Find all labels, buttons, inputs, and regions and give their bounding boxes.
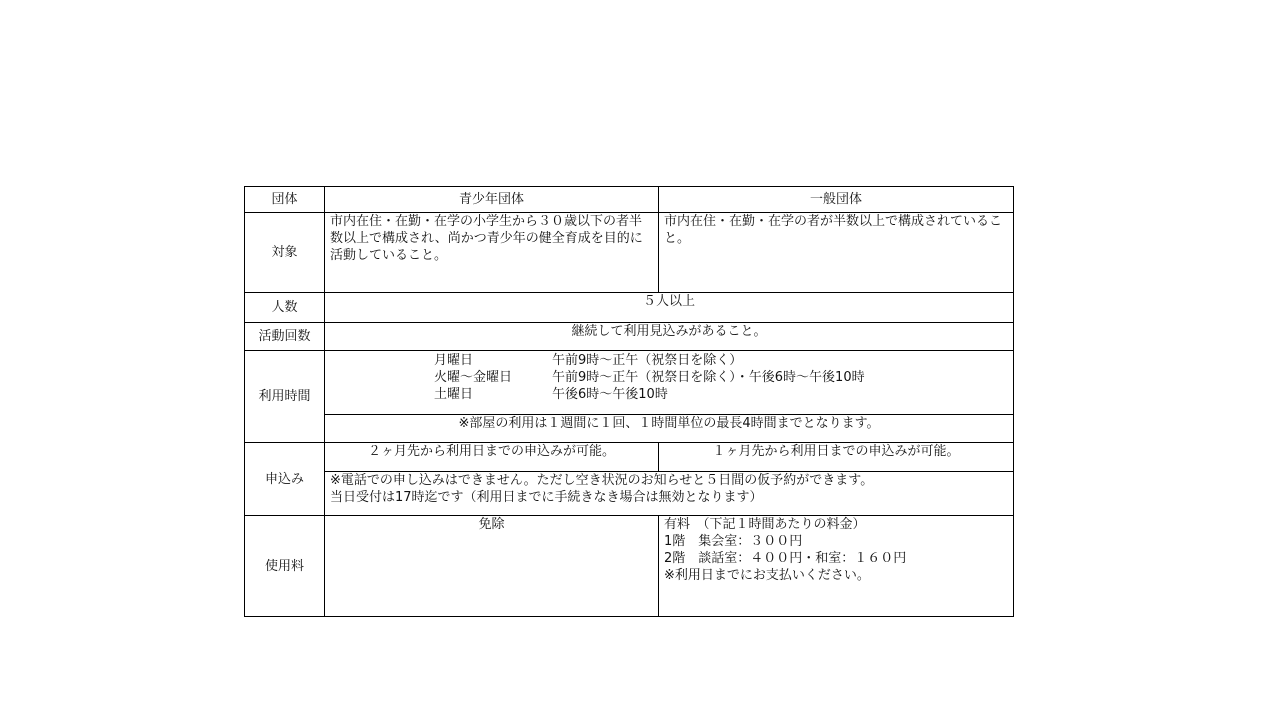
activity-row xyxy=(245,323,1014,351)
application-label: 申込み xyxy=(245,443,325,516)
fee-general-line: 2階 談話室：４００円・和室：１６０円 xyxy=(664,551,907,566)
usage-table-container xyxy=(244,186,1013,617)
application-note-row xyxy=(245,472,1014,516)
application-note-line: 当日受付は17時迄です（利用日までに手続きなき場合は無効となります） xyxy=(330,490,763,505)
target-row xyxy=(245,213,1014,293)
header-group-cell: 団体 xyxy=(245,187,325,213)
fee-general-cell xyxy=(659,516,1014,617)
activity-value: 継続して利用見込みがあること。 xyxy=(325,323,1014,351)
target-youth-cell xyxy=(325,213,659,293)
hours-time-saturday: 午後6時～午後10時 xyxy=(552,387,668,402)
fee-label: 使用料 xyxy=(245,516,325,617)
members-label: 人数 xyxy=(245,293,325,323)
hours-note: ※部屋の利用は１週間に１回、１時間単位の最長4時間までとなります。 xyxy=(325,415,1014,443)
hours-label: 利用時間 xyxy=(245,351,325,443)
hours-day-monday: 月曜日 xyxy=(434,353,474,368)
application-youth: ２ヶ月先から利用日までの申込みが可能。 xyxy=(325,443,659,472)
application-note-line: ※電話での申し込みはできません。ただし空き状況のお知らせと５日間の仮予約ができます。 xyxy=(330,473,874,488)
hours-note-row xyxy=(245,415,1014,443)
fee-general-line: ※利用日までにお支払いください。 xyxy=(664,568,870,583)
members-value: ５人以上 xyxy=(325,293,1014,323)
header-general-cell: 一般団体 xyxy=(659,187,1014,213)
fee-general-line: 1階 集会室：３００円 xyxy=(664,534,803,549)
hours-row xyxy=(245,351,1014,415)
fee-row xyxy=(245,516,1014,617)
header-youth-cell: 青少年団体 xyxy=(325,187,659,213)
application-note-cell xyxy=(325,472,1014,516)
hours-schedule-cell xyxy=(325,351,1014,415)
members-row xyxy=(245,293,1014,323)
application-row xyxy=(245,443,1014,472)
target-label: 対象 xyxy=(245,213,325,293)
fee-youth: 免除 xyxy=(325,516,659,617)
hours-time-monday: 午前9時～正午（祝祭日を除く） xyxy=(552,353,743,368)
target-general-text: 市内在住・在勤・在学の者が半数以上で構成されていること。 xyxy=(664,214,1003,246)
hours-schedule xyxy=(434,351,1008,403)
fee-general-line: 有料 （下記１時間あたりの料金） xyxy=(664,517,866,532)
application-general: １ヶ月先から利用日までの申込みが可能。 xyxy=(659,443,1014,472)
target-general-cell xyxy=(659,213,1014,293)
activity-label: 活動回数 xyxy=(245,323,325,351)
target-youth-text: 市内在住・在勤・在学の小学生から３０歳以下の者半数以上で構成され、尚かつ青少年の健全育成を目的に活動していること。 xyxy=(330,214,643,263)
header-row xyxy=(245,187,1014,213)
hours-time-weekdays: 午前9時～正午（祝祭日を除く）・午後6時～午後10時 xyxy=(552,370,865,385)
facility-usage-table xyxy=(244,186,1014,617)
hours-day-saturday: 土曜日 xyxy=(434,387,474,402)
hours-day-weekdays: 火曜～金曜日 xyxy=(434,370,513,385)
